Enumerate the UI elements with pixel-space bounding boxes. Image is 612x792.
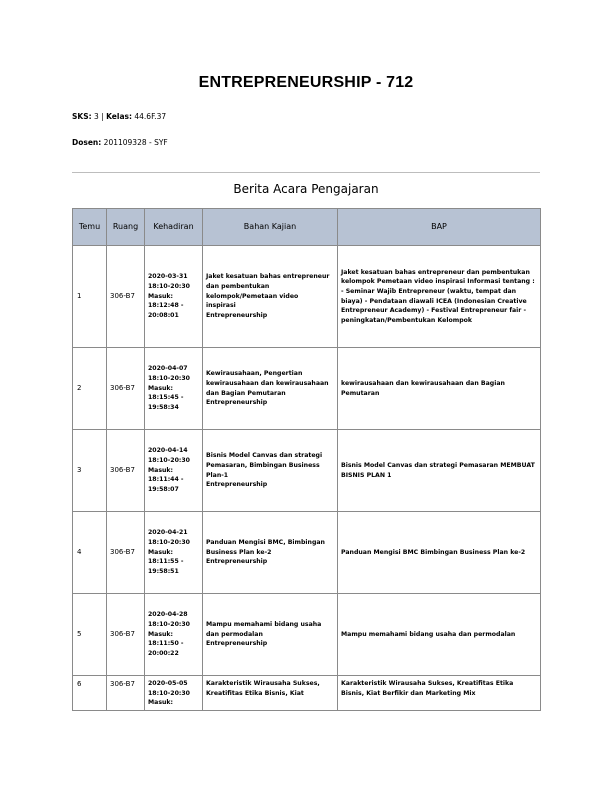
cell-bap: Panduan Mengisi BMC Bimbingan Business Plan ke-2 — [338, 512, 541, 594]
cell-bap: Jaket kesatuan bahas entrepreneur dan pembentukan kelompok Pemetaan video inspirasi Informasi tentang : - Seminar Wajib Entrepreneur (waktu, tempat dan biaya) - Pendataan diawali ICEA (Indonesian Creative Entrepreneur Academy) - Festival Entrepreneur fair - peningkatan/Pembentukan Kelompok — [338, 246, 541, 348]
meta-separator: | — [101, 112, 104, 121]
dosen-value: 201109328 - SYF — [103, 138, 168, 147]
lecturer-meta-line — [72, 138, 168, 147]
cell-temu: 5 — [73, 594, 107, 676]
cell-temu: 6 — [73, 676, 107, 711]
cell-kehadiran: 2020-04-28 18:10-20:30 Masuk: 18:11:50 - 20:00:22 — [145, 594, 203, 676]
cell-bap: Bisnis Model Canvas dan strategi Pemasaran MEMBUAT BISNIS PLAN 1 — [338, 430, 541, 512]
cell-kehadiran: 2020-04-21 18:10-20:30 Masuk: 18:11:55 - 19:58:51 — [145, 512, 203, 594]
cell-bap: Mampu memahami bidang usaha dan permodalan — [338, 594, 541, 676]
cell-bahan-kajian: Jaket kesatuan bahas entrepreneur dan pembentukan kelompok/Pemetaan video inspirasi Entrepreneurship — [203, 246, 338, 348]
cell-bap: kewirausahaan dan kewirausahaan dan Bagian Pemutaran — [338, 348, 541, 430]
table-row — [73, 246, 541, 348]
kelas-value: 44.6F.37 — [134, 112, 167, 121]
table-row — [73, 348, 541, 430]
kelas-label: Kelas: — [106, 112, 132, 121]
cell-bap: Karakteristik Wirausaha Sukses, Kreatifitas Etika Bisnis, Kiat Berfikir dan Marketing Mix — [338, 676, 541, 711]
cell-kehadiran: 2020-05-05 18:10-20:30 Masuk: — [145, 676, 203, 711]
sks-value: 3 — [94, 112, 99, 121]
cell-temu: 2 — [73, 348, 107, 430]
cell-bahan-kajian: Kewirausahaan, Pengertian kewirausahaan dan kewirausahaan dan Bagian Pemutaran Entrepreneurship — [203, 348, 338, 430]
cell-ruang: 306-B7 — [107, 246, 145, 348]
cell-kehadiran: 2020-04-07 18:10-20:30 Masuk: 18:15:45 - 19:58:34 — [145, 348, 203, 430]
cell-ruang: 306-B7 — [107, 594, 145, 676]
course-meta-line — [72, 112, 166, 121]
section-title: Berita Acara Pengajaran — [233, 182, 379, 196]
cell-ruang: 306-B7 — [107, 676, 145, 711]
table-row — [73, 676, 541, 711]
cell-bahan-kajian: Karakteristik Wirausaha Sukses, Kreatifitas Etika Bisnis, Kiat — [203, 676, 338, 711]
table-row — [73, 594, 541, 676]
divider — [72, 172, 540, 173]
cell-bahan-kajian: Mampu memahami bidang usaha dan permodalan Entrepreneurship — [203, 594, 338, 676]
table-header-row — [73, 209, 541, 246]
cell-bahan-kajian: Panduan Mengisi BMC, Bimbingan Business Plan ke-2 Entrepreneurship — [203, 512, 338, 594]
sks-label: SKS: — [72, 112, 92, 121]
table-row — [73, 430, 541, 512]
table-row — [73, 512, 541, 594]
column-header-ruang: Ruang — [107, 209, 145, 246]
cell-bahan-kajian: Bisnis Model Canvas dan strategi Pemasaran, Bimbingan Business Plan-1 Entrepreneurship — [203, 430, 338, 512]
column-header-bahan-kajian: Bahan Kajian — [203, 209, 338, 246]
cell-ruang: 306-B7 — [107, 348, 145, 430]
column-header-kehadiran: Kehadiran — [145, 209, 203, 246]
cell-temu: 4 — [73, 512, 107, 594]
column-header-bap: BAP — [338, 209, 541, 246]
cell-kehadiran: 2020-04-14 18:10-20:30 Masuk: 18:11:44 - 19:58:07 — [145, 430, 203, 512]
cell-ruang: 306-B7 — [107, 430, 145, 512]
teaching-record-table — [72, 208, 541, 711]
cell-ruang: 306-B7 — [107, 512, 145, 594]
cell-temu: 1 — [73, 246, 107, 348]
cell-kehadiran: 2020-03-31 18:10-20:30 Masuk: 18:12:48 - 20:08:01 — [145, 246, 203, 348]
dosen-label: Dosen: — [72, 138, 102, 147]
cell-temu: 3 — [73, 430, 107, 512]
column-header-temu: Temu — [73, 209, 107, 246]
page-title: ENTREPRENEURSHIP - 712 — [198, 74, 414, 91]
